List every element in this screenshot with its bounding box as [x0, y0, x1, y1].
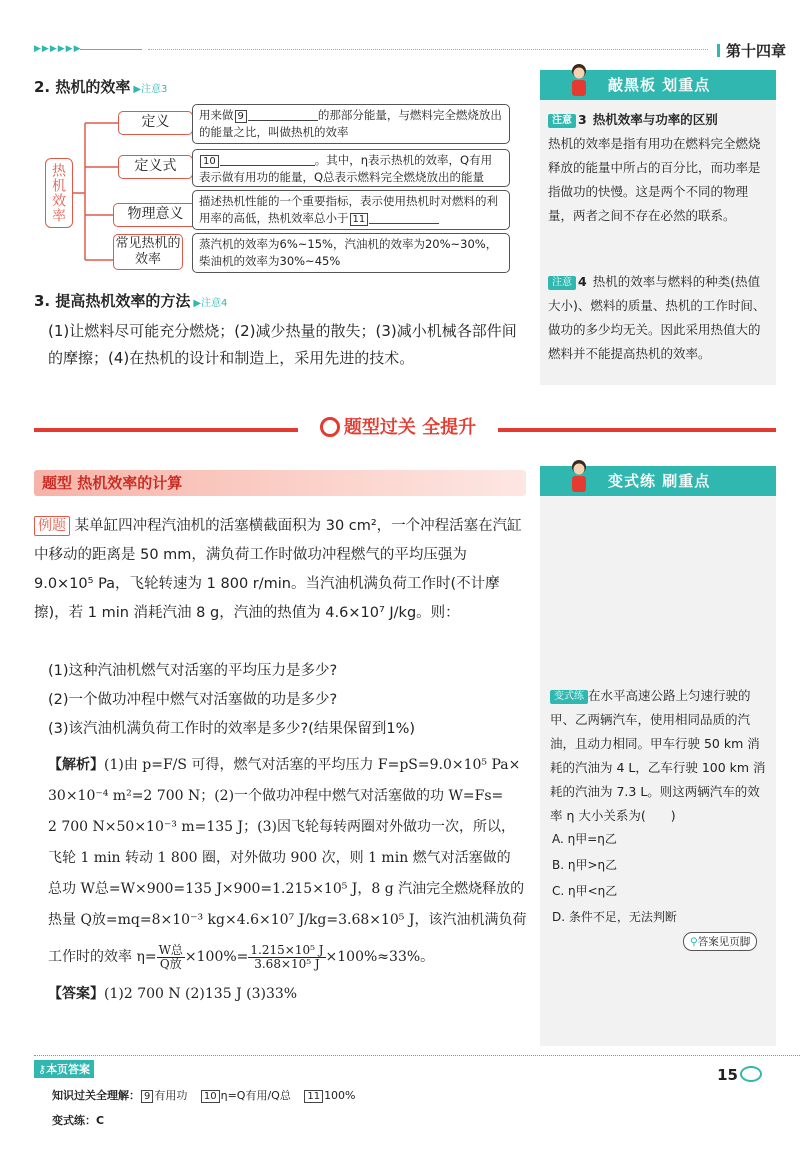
- page-swirl-icon: [740, 1066, 762, 1082]
- definition-text-post: 的那部分能量，与燃料完全燃烧放出的能量之比，叫做热机的效率: [199, 108, 502, 139]
- header-dotted-rule: [148, 49, 708, 50]
- note3-text: 热机的效率是指有用功在燃料完全燃烧释放的能量中所占的百分比，而功率是指做功的快慢。这是两个不同的物理量，两者之间不存在必然的联系。: [548, 136, 761, 223]
- fraction-1-numerator: W总: [158, 942, 183, 957]
- blank-number-9: 9: [235, 110, 247, 123]
- option-d[interactable]: D. 条件不足，无法判断: [552, 910, 677, 924]
- blank-number-11: 11: [350, 213, 369, 226]
- chapter-label: 第十四章: [725, 42, 786, 60]
- section3-note-link[interactable]: ▶注意4: [193, 298, 228, 309]
- note4: [548, 270, 772, 366]
- solution-line-7-post: ×100%≈33%。: [325, 949, 435, 965]
- page-number-text: 15: [717, 1066, 738, 1084]
- mindmap-box-meaning: [192, 190, 510, 230]
- fill-blank-10[interactable]: [220, 154, 315, 166]
- question-1: (1)这种汽油机燃气对活塞的平均压力是多少?: [48, 663, 338, 679]
- formula-text: 。其中，η表示热机的效率，Q有用表示做有用功的能量，Q总表示燃料完全燃烧放出的能量: [199, 153, 493, 184]
- banner-rule-right: [498, 428, 776, 432]
- answer-text: (1)2 700 N (2)135 J (3)33%: [104, 986, 298, 1002]
- efficiency-fraction-1: [157, 944, 185, 971]
- mindmap-connectors: [73, 110, 118, 270]
- footer-answer-11: 100%: [324, 1089, 356, 1102]
- variant-pill: 变式练: [550, 690, 588, 704]
- common-efficiency-text: 蒸汽机的效率为6%~15%，汽油机的效率为20%~30%，柴油机的效率为30%~45%: [199, 237, 498, 268]
- section2-note-link[interactable]: ▶注意3: [133, 84, 168, 95]
- note4-text: 热机的效率与燃料的种类(热值大小)、燃料的质量、热机的工作时间、做功的多少均无关。因此采用热值大的燃料并不能提高热机的效率。: [548, 274, 766, 361]
- solution-line-2: 30×10⁻⁴ m²=2 700 N；(2)一个做功冲程中燃气对活塞做的功 W=Fs=: [48, 788, 504, 804]
- footer-answers-line1: [52, 1087, 356, 1103]
- fill-blank-9[interactable]: [248, 109, 318, 121]
- header-dots: ▶▶▶▶▶▶: [34, 44, 82, 54]
- solution-line-1: (1)由 p=F/S 可得，燃气对活塞的平均压力 F=pS=9.0×10⁵ Pa×: [104, 757, 521, 773]
- question-2: (2)一个做功冲程中燃气对活塞做的功是多少?: [48, 692, 338, 708]
- option-b[interactable]: B. η甲>η乙: [552, 858, 618, 872]
- note3-number: 3: [578, 112, 587, 127]
- sidebar-key-points: [540, 70, 776, 385]
- page-number: [717, 1066, 762, 1084]
- efficiency-fraction-2: [248, 944, 325, 971]
- example-stem: [34, 512, 528, 628]
- example-questions: [48, 657, 528, 744]
- meaning-text: 描述热机性能的一个重要指标，表示使用热机时对燃料的利用率的高低，热机效率总小于: [199, 194, 498, 225]
- section3-body: (1)让燃料尽可能充分燃烧；(2)减少热量的散失；(3)减小机械各部件间的摩擦；(4)在热机的设计和制造上，采用先进的技术。: [48, 322, 517, 367]
- solution-tag: 【解析】: [48, 757, 104, 773]
- fraction-2-numerator: 1.215×10⁵ J: [250, 942, 324, 957]
- variant-options: [552, 826, 772, 930]
- variant-question: [550, 684, 772, 828]
- note3-title: 热机效率与功率的区别: [592, 112, 718, 127]
- footer-answer-label: [34, 1060, 94, 1078]
- section2-title: [34, 76, 167, 97]
- mindmap-label-definition: 定义: [118, 111, 193, 135]
- mindmap-box-definition: [192, 104, 510, 144]
- fill-blank-11[interactable]: [369, 212, 439, 224]
- option-a[interactable]: A. η甲=η乙: [552, 832, 617, 846]
- section-banner: [298, 412, 498, 444]
- note4-pill: 注意: [548, 276, 576, 290]
- chapter-title: [717, 40, 786, 61]
- solution-line-3: 2 700 N×50×10⁻³ m=135 J；(3)因飞轮每转两圈对外做功一次，所以，: [48, 819, 515, 835]
- sidebar-key-points-title: 敲黑板 划重点: [608, 76, 711, 94]
- footer-answers-line2: 变式练：C: [52, 1114, 105, 1127]
- footer-num-9: 9: [141, 1090, 153, 1103]
- solution-line-5: 总功 W总=W×900=135 J×900=1.215×10⁵ J，8 g 汽油完全燃烧释放的: [48, 881, 525, 897]
- mindmap-label-common: 常见热机的效率: [113, 234, 183, 270]
- example-text: 某单缸四冲程汽油机的活塞横截面积为 30 cm²，一个冲程活塞在汽缸中移动的距离是 50 mm，满负荷工作时做功冲程燃气的平均压强为 9.0×10⁵ Pa，飞轮转速为 1 800 r/min。当汽油机满负荷工作时(不计摩擦)，若 1 min 消耗汽油 8 g，汽油的热值为 4.6×10⁷ J/kg。则：: [34, 518, 522, 621]
- footer-answer-label-text: 本页答案: [46, 1063, 91, 1076]
- example-tag: 例题: [34, 516, 70, 536]
- banner-rule-left: [34, 428, 298, 432]
- footer-num-11: 11: [304, 1090, 323, 1103]
- blank-number-10: 10: [200, 155, 219, 168]
- sidebar-variant: [540, 466, 776, 1046]
- option-c[interactable]: C. η甲<η乙: [552, 884, 618, 898]
- section3-title-text: 3. 提高热机效率的方法: [34, 292, 191, 310]
- teacher-figure-icon: [566, 458, 592, 494]
- question-3: (3)该汽油机满负荷工作时的效率是多少?(结果保留到1%): [48, 721, 416, 737]
- sidebar-variant-header: [540, 466, 776, 496]
- teacher-figure-icon: [566, 62, 592, 98]
- footer-rule: [34, 1055, 800, 1056]
- mindmap-box-formula: [192, 149, 510, 187]
- definition-text-pre: 用来做: [199, 108, 234, 122]
- mindmap-box-common: [192, 233, 510, 273]
- solution: [48, 750, 532, 1010]
- topic-bar: 题型 热机效率的计算: [34, 470, 526, 496]
- mindmap-label-meaning: 物理意义: [113, 203, 198, 227]
- section2-title-text: 2. 热机的效率: [34, 78, 131, 96]
- solution-line-6: 热量 Q放=mq=8×10⁻³ kg×4.6×10⁷ J/kg=3.68×10⁵ J，该汽油机满负荷: [48, 912, 527, 928]
- note3: [548, 108, 772, 228]
- answer-tag: 【答案】: [48, 986, 104, 1002]
- see-answer-link[interactable]: [683, 932, 757, 951]
- footer-line1-prefix: 知识过关全理解：: [52, 1089, 140, 1102]
- mindmap-root: 热机效率: [45, 158, 73, 228]
- sidebar-key-points-header: [540, 70, 776, 100]
- footer-answer-9: 有用功: [154, 1089, 188, 1102]
- sidebar-variant-title: 变式练 刷重点: [608, 472, 711, 490]
- note3-pill: 注意: [548, 114, 576, 128]
- fraction-2-denominator: 3.68×10⁵ J: [254, 956, 320, 971]
- section-banner-title: 题型过关 全提升: [343, 417, 477, 438]
- solution-line-7: [48, 942, 532, 973]
- see-answer-text: 答案见页脚: [697, 936, 751, 948]
- variant-text: 在水平高速公路上匀速行驶的甲、乙两辆汽车，使用相同品质的汽油，且动力相同。甲车行驶 50 km 消耗的汽油为 4 L，乙车行驶 100 km 消耗的汽油为 7.3 L。则这两辆汽车的效率 η 大小关系为( ): [550, 688, 766, 823]
- mindmap-label-formula: 定义式: [118, 155, 193, 179]
- fraction-1-denominator: Q放: [159, 956, 182, 971]
- footer-answer-10: η=Q有用/Q总: [220, 1089, 291, 1102]
- footer-num-10: 10: [201, 1090, 220, 1103]
- header-rule: [80, 49, 142, 50]
- target-icon: [320, 417, 340, 437]
- solution-line-7-mid: ×100%=: [184, 949, 249, 965]
- solution-line-4: 飞轮 1 min 转动 1 800 圈，对外做功 900 次，则 1 min 燃气对活塞做的: [48, 850, 511, 866]
- section3-title: [34, 290, 227, 311]
- key-icon: ⚷: [38, 1063, 47, 1076]
- pin-icon: ⚲: [690, 936, 698, 948]
- solution-line-7-pre: 工作时的效率 η=: [48, 949, 157, 965]
- note4-number: 4: [578, 274, 587, 289]
